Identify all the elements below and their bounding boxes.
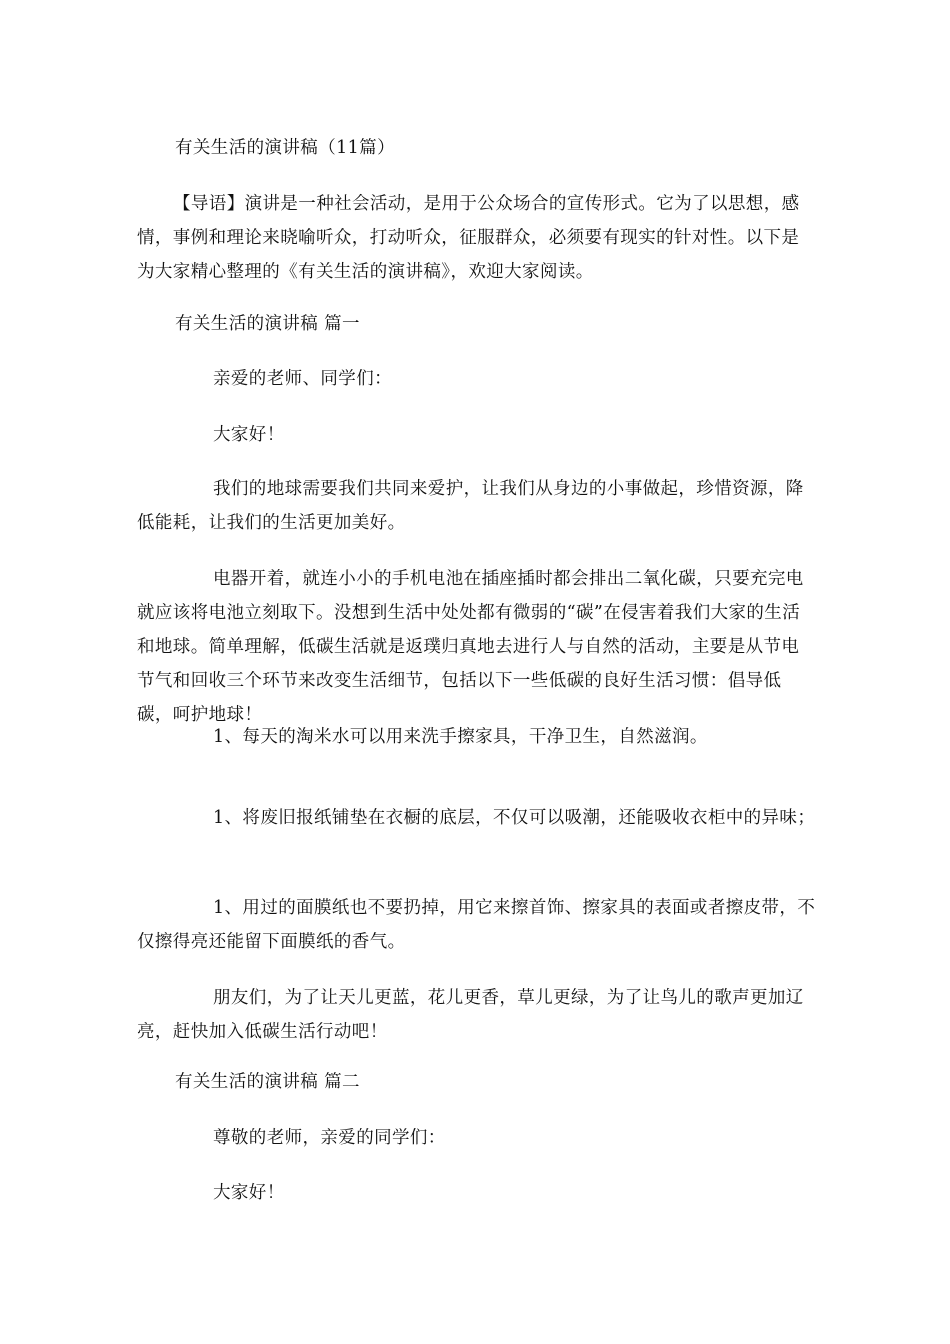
salutation-2: 尊敬的老师，亲爱的同学们： — [213, 1128, 446, 1148]
greeting-2: 大家好！ — [213, 1183, 285, 1203]
section-heading-1: 有关生活的演讲稿 篇一 — [175, 314, 360, 334]
section-heading-2: 有关生活的演讲稿 篇二 — [175, 1072, 360, 1092]
greeting-1: 大家好！ — [213, 425, 285, 445]
body-paragraph: 我们的地球需要我们共同来爱护，让我们从身边的小事做起，珍惜资源，降低能耗，让我们的生活更加美好。 — [137, 479, 804, 533]
body-paragraph: 朋友们，为了让天儿更蓝，花儿更香，草儿更绿，为了让鸟儿的歌声更加辽亮，赶快加入低碳生活行动吧！ — [137, 988, 804, 1042]
body-paragraph: 电器开着，就连小小的手机电池在插座插时都会排出二氧化碳，只要充完电就应该将电池立刻取下。没想到生活中处处都有微弱的“碳”在侵害着我们大家的生活和地球。简单理解，低碳生活就是返璞归真地去进行人与自然的活动，主要是从节电节气和回收三个环节来改变生活细节，包括以下一些低碳的良好生活习惯：倡导低碳，呵护地球！ — [137, 569, 804, 725]
document-title: 有关生活的演讲稿（11篇） — [175, 138, 395, 158]
intro-paragraph: 【导语】演讲是一种社会活动，是用于公众场合的宣传形式。它为了以思想，感情，事例和理论来晓喻听众，打动听众，征服群众，必须要有现实的针对性。以下是为大家精心整理的《有关生活的演讲稿》，欢迎大家阅读。 — [137, 194, 800, 282]
body-paragraph: 1、用过的面膜纸也不要扔掉，用它来擦首饰、擦家具的表面或者擦皮带，不仅擦得亮还能留下面膜纸的香气。 — [137, 898, 816, 952]
salutation-1: 亲爱的老师、同学们： — [213, 369, 392, 389]
body-paragraph: 1、将废旧报纸铺垫在衣橱的底层，不仅可以吸潮，还能吸收衣柜中的异味； — [213, 808, 816, 828]
body-paragraph: 1、每天的淘米水可以用来洗手擦家具，干净卫生，自然滋润。 — [213, 727, 708, 747]
